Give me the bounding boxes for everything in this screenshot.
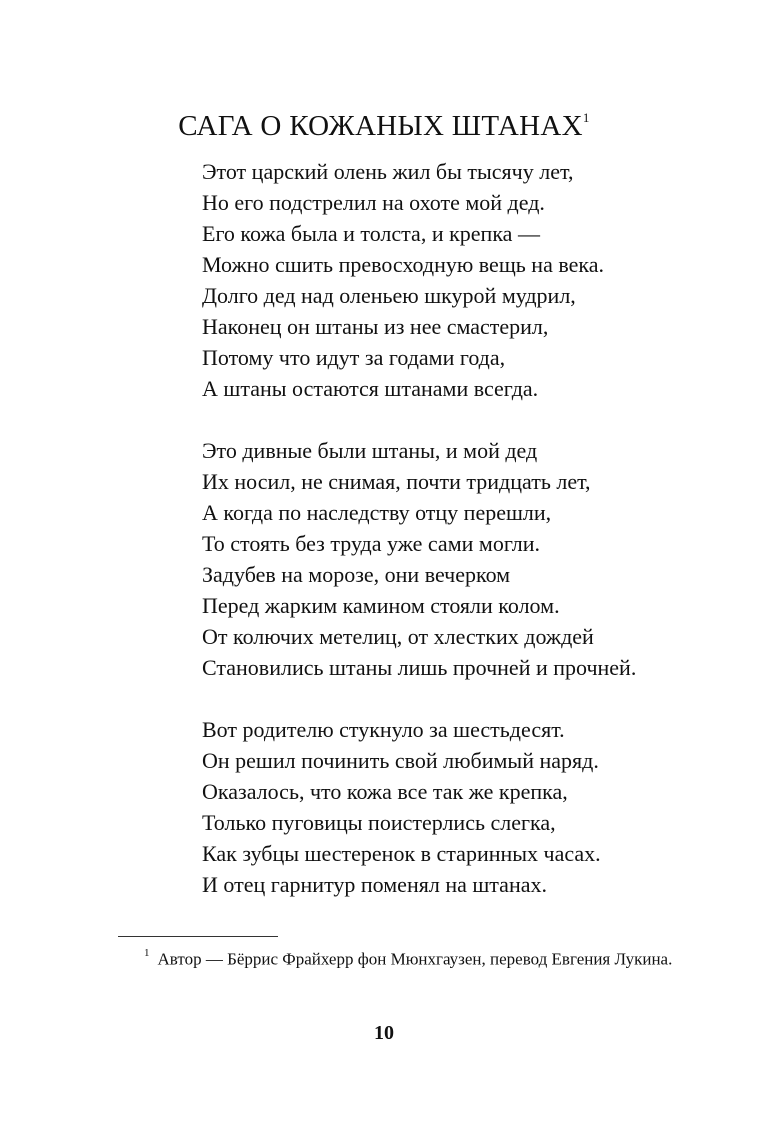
footnote-mark: 1 (144, 947, 150, 959)
title-footnote-mark: 1 (582, 110, 590, 126)
poem-line: Задубев на морозе, они вечерком (202, 562, 511, 587)
poem-line: Потому что идут за годами года, (202, 345, 506, 370)
poem-line: А когда по наследству отцу перешли, (202, 500, 552, 525)
poem-line: Их носил, не снимая, почти тридцать лет, (202, 469, 591, 494)
footnote (118, 942, 683, 973)
poem-line: Только пуговицы поистерлись слегка, (202, 810, 556, 835)
poem-line: Перед жарким камином стояли колом. (202, 593, 560, 618)
poem-title (0, 110, 768, 143)
poem-line: Наконец он штаны из нее смастерил, (202, 314, 549, 339)
poem-line: Как зубцы шестеренок в старинных часах. (202, 841, 601, 866)
poem-line: То стоять без труда уже сами могли. (202, 531, 540, 556)
poem-body (202, 156, 762, 931)
page-number: 10 (374, 1022, 394, 1044)
poem-line: Его кожа была и толста, и крепка — (202, 221, 540, 246)
stanza (202, 156, 762, 404)
footnote-text: Автор — Бёррис Фрайхерр фон Мюнхгаузен, перевод Евгения Лукина. (157, 949, 673, 969)
poem-line: И отец гарнитур поменял на штанах. (202, 872, 547, 897)
poem-line: Это дивные были штаны, и мой дед (202, 438, 538, 463)
poem-line: Он решил починить свой любимый наряд. (202, 748, 599, 773)
stanza (202, 714, 762, 900)
poem-line: Становились штаны лишь прочней и прочней. (202, 655, 637, 680)
poem-line: Долго дед над оленьею шкурой мудрил, (202, 283, 576, 308)
poem-line: Но его подстрелил на охоте мой дед. (202, 190, 545, 215)
stanza (202, 435, 762, 683)
poem-line: Оказалось, что кожа все так же крепка, (202, 779, 568, 804)
poem-line: Вот родителю стукнуло за шестьдесят. (202, 717, 565, 742)
poem-line: От колючих метелиц, от хлестких дождей (202, 624, 594, 649)
poem-title-text: САГА О КОЖАНЫХ ШТАНАХ (178, 110, 583, 142)
poem-line: Можно сшить превосходную вещь на века. (202, 252, 604, 277)
poem-line: А штаны остаются штанами всегда. (202, 376, 539, 401)
footnote-divider (118, 936, 278, 937)
poem-line: Этот царский олень жил бы тысячу лет, (202, 159, 574, 184)
